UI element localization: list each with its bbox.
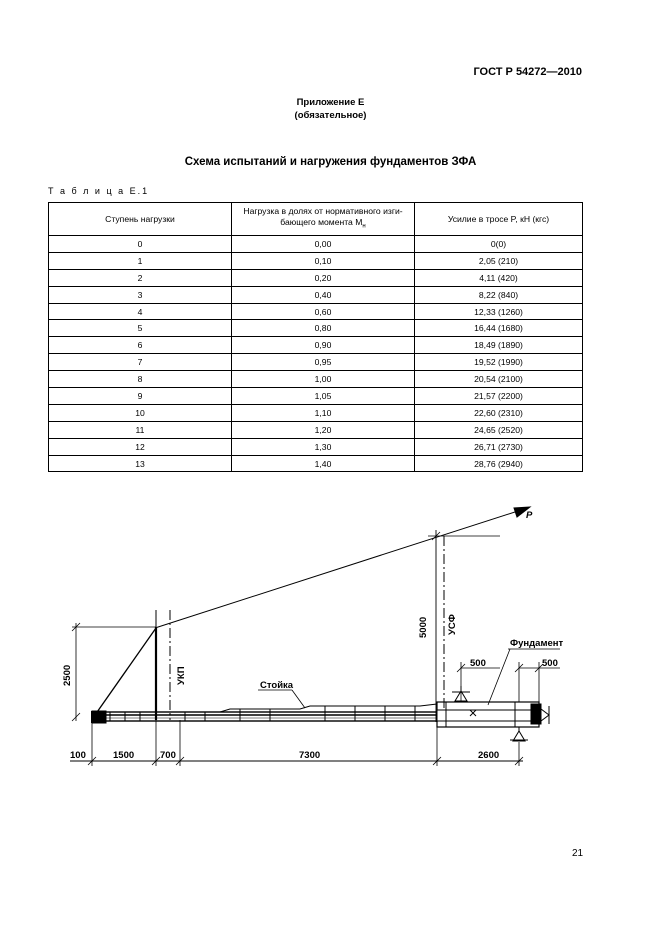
- post-taper-top: [220, 704, 437, 712]
- table-row: [49, 438, 583, 455]
- dim-1500: 1500: [113, 750, 135, 761]
- table-row: [49, 236, 583, 253]
- col-header-fraction: [232, 203, 415, 236]
- cell-step: 12: [49, 438, 232, 455]
- cell-fraction: 0,40: [232, 286, 415, 303]
- dim-500-left: 500: [470, 658, 486, 669]
- force-label: P: [526, 510, 533, 521]
- cell-fraction: 1,05: [232, 388, 415, 405]
- foundation-label: Фундамент: [510, 638, 564, 649]
- cell-force: 21,57 (2200): [415, 388, 583, 405]
- ukp-label: УКП: [176, 666, 187, 685]
- cell-fraction: 0,90: [232, 337, 415, 354]
- cell-step: 5: [49, 320, 232, 337]
- table-row: [49, 421, 583, 438]
- cell-fraction: 1,30: [232, 438, 415, 455]
- col-header-fraction-line2: бающего момента M: [280, 216, 363, 227]
- cell-step: 2: [49, 269, 232, 286]
- table-row: [49, 404, 583, 421]
- cell-fraction: 0,00: [232, 236, 415, 253]
- cell-step: 6: [49, 337, 232, 354]
- page-number: 21: [572, 848, 584, 859]
- cell-fraction: 1,10: [232, 404, 415, 421]
- foundation-end-plate: [531, 704, 541, 724]
- cell-fraction: 0,10: [232, 252, 415, 269]
- cell-step: 13: [49, 455, 232, 472]
- support-symbol-right: [541, 706, 549, 724]
- table-body: [49, 236, 583, 472]
- brace-line: [95, 628, 156, 715]
- test-scheme-diagram: [0, 490, 661, 780]
- section-title: Схема испытаний и нагружения фундаментов ЗФА: [184, 156, 477, 168]
- cell-fraction: 0,20: [232, 269, 415, 286]
- dim-700: 700: [160, 750, 176, 761]
- cell-force: 28,76 (2940): [415, 455, 583, 472]
- cell-step: 10: [49, 404, 232, 421]
- col-header-fraction-sub: н: [362, 223, 366, 230]
- col-header-fraction-line1: Нагрузка в долях от нормативного изги-: [243, 205, 403, 216]
- cell-fraction: 0,95: [232, 354, 415, 371]
- cell-step: 3: [49, 286, 232, 303]
- cell-force: 20,54 (2100): [415, 371, 583, 388]
- dim-500-right: 500: [542, 658, 558, 669]
- cell-force: 12,33 (1260): [415, 303, 583, 320]
- cell-step: 11: [49, 421, 232, 438]
- cell-fraction: 1,00: [232, 371, 415, 388]
- appendix-status: (обязательное): [294, 110, 367, 121]
- table-row: [49, 269, 583, 286]
- cell-force: 0(0): [415, 236, 583, 253]
- table-row: [49, 303, 583, 320]
- cell-force: 2,05 (210): [415, 252, 583, 269]
- appendix-title: Приложение Е: [296, 97, 365, 108]
- dim-100: 100: [70, 750, 86, 761]
- cell-force: 22,60 (2310): [415, 404, 583, 421]
- post-end-block: [92, 711, 106, 723]
- cell-force: 19,52 (1990): [415, 354, 583, 371]
- cell-step: 8: [49, 371, 232, 388]
- table-label: Т а б л и ц а Е.1: [48, 186, 150, 196]
- table-row: [49, 252, 583, 269]
- table-row: [49, 320, 583, 337]
- cell-step: 9: [49, 388, 232, 405]
- cell-force: 18,49 (1890): [415, 337, 583, 354]
- standard-number: ГОСТ Р 54272—2010: [473, 66, 582, 78]
- cell-step: 4: [49, 303, 232, 320]
- dim-7300: 7300: [299, 750, 321, 761]
- support-symbol-bottom: [510, 727, 528, 741]
- cell-step: 7: [49, 354, 232, 371]
- table-header-row: [49, 203, 583, 236]
- cell-fraction: 0,60: [232, 303, 415, 320]
- table-row: [49, 388, 583, 405]
- cell-force: 16,44 (1680): [415, 320, 583, 337]
- table-row: [49, 337, 583, 354]
- cable-line: [155, 511, 518, 628]
- usf-label: УСФ: [447, 614, 458, 635]
- table-row: [49, 286, 583, 303]
- col-header-step: Ступень нагрузки: [49, 203, 232, 236]
- cell-step: 1: [49, 252, 232, 269]
- col-header-force: Усилие в тросе P, кН (кгс): [415, 203, 583, 236]
- cell-force: 4,11 (420): [415, 269, 583, 286]
- cell-force: 8,22 (840): [415, 286, 583, 303]
- load-table: [48, 202, 583, 472]
- table-row: [49, 455, 583, 472]
- cell-fraction: 1,40: [232, 455, 415, 472]
- stoyka-label: Стойка: [260, 680, 294, 691]
- height-2500-label: 2500: [62, 664, 73, 686]
- dim-2600: 2600: [478, 750, 500, 761]
- table-row: [49, 354, 583, 371]
- cell-step: 0: [49, 236, 232, 253]
- cell-force: 26,71 (2730): [415, 438, 583, 455]
- height-5000-label: 5000: [418, 616, 429, 638]
- cell-force: 24,65 (2520): [415, 421, 583, 438]
- cell-fraction: 1,20: [232, 421, 415, 438]
- table-row: [49, 371, 583, 388]
- cell-fraction: 0,80: [232, 320, 415, 337]
